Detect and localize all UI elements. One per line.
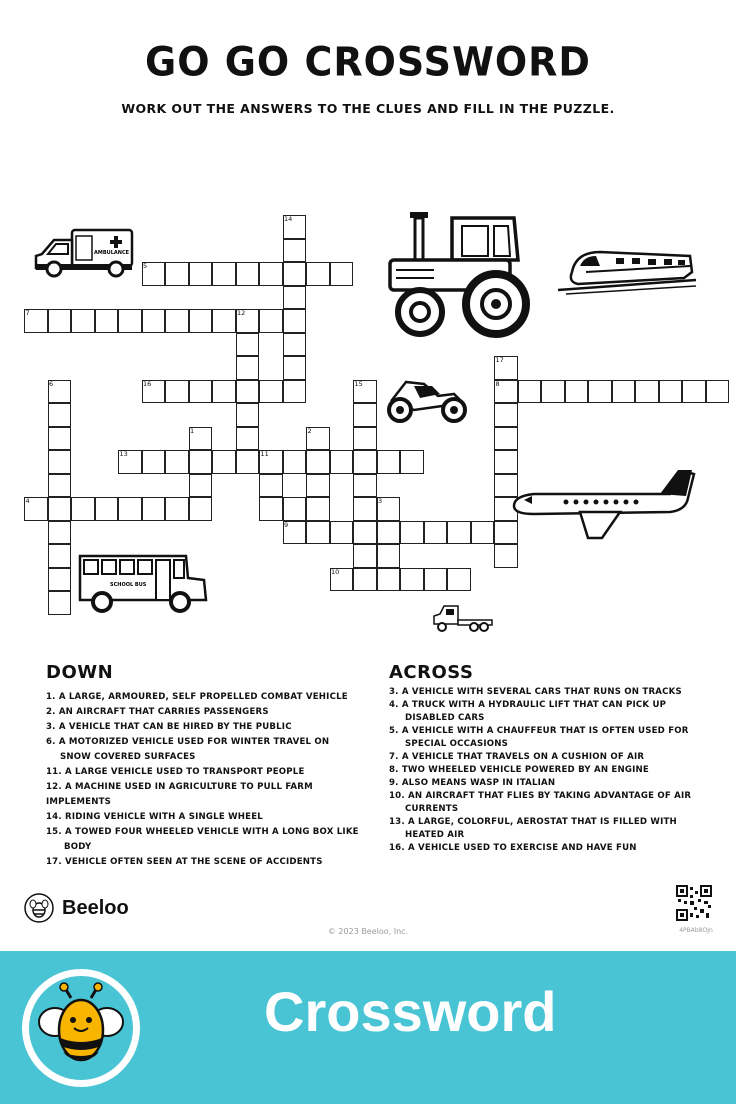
- ambulance-icon: [32, 226, 136, 278]
- grid-cell[interactable]: [353, 474, 377, 498]
- clue-number: 14: [284, 215, 293, 223]
- grid-cell[interactable]: [48, 521, 72, 545]
- clue-number: 5: [143, 262, 148, 270]
- grid-cell[interactable]: [165, 309, 189, 333]
- clue-number: 13: [119, 450, 128, 458]
- qr-code-text: 4PBAb8OJn: [679, 927, 713, 934]
- clue-number: 7: [25, 309, 30, 317]
- grid-cell[interactable]: [142, 450, 166, 474]
- grid-cell[interactable]: [682, 380, 706, 404]
- grid-cell[interactable]: [283, 380, 307, 404]
- bee-icon: [24, 893, 54, 923]
- across-clue: 10. AN AIRCRAFT THAT FLIES BY TAKING ADVANTAGE OF AIR: [389, 791, 692, 801]
- grid-cell[interactable]: [330, 450, 354, 474]
- grid-cell[interactable]: [212, 380, 236, 404]
- grid-cell[interactable]: [236, 380, 260, 404]
- grid-cell[interactable]: [330, 262, 354, 286]
- grid-cell[interactable]: [165, 380, 189, 404]
- grid-cell[interactable]: [165, 450, 189, 474]
- grid-cell[interactable]: [283, 450, 307, 474]
- grid-cell[interactable]: [142, 309, 166, 333]
- grid-cell[interactable]: [424, 568, 448, 592]
- grid-cell[interactable]: [612, 380, 636, 404]
- grid-cell[interactable]: [48, 427, 72, 451]
- across-clue: HEATED AIR: [405, 830, 465, 840]
- grid-cell[interactable]: [165, 262, 189, 286]
- grid-cell[interactable]: [48, 568, 72, 592]
- across-clue: 5. A VEHICLE WITH A CHAUFFEUR THAT IS OFTEN USED FOR: [389, 726, 689, 736]
- across-clue: 3. A VEHICLE WITH SEVERAL CARS THAT RUNS ON TRACKS: [389, 687, 682, 697]
- grid-cell[interactable]: [283, 309, 307, 333]
- across-clue: SPECIAL OCCASIONS: [405, 739, 509, 749]
- grid-cell[interactable]: [377, 544, 401, 568]
- grid-cell[interactable]: [400, 450, 424, 474]
- grid-cell[interactable]: [48, 474, 72, 498]
- grid-cell[interactable]: [283, 286, 307, 310]
- grid-cell[interactable]: [306, 474, 330, 498]
- grid-cell[interactable]: [189, 380, 213, 404]
- grid-cell[interactable]: [212, 309, 236, 333]
- down-clue: SNOW COVERED SURFACES: [60, 752, 196, 762]
- grid-cell[interactable]: [306, 262, 330, 286]
- grid-cell[interactable]: [259, 380, 283, 404]
- grid-cell[interactable]: [118, 497, 142, 521]
- grid-cell[interactable]: [659, 380, 683, 404]
- grid-cell[interactable]: [353, 497, 377, 521]
- across-heading: ACROSS: [389, 662, 474, 683]
- grid-cell[interactable]: [400, 521, 424, 545]
- grid-cell[interactable]: [95, 309, 119, 333]
- down-heading: DOWN: [46, 662, 114, 683]
- down-clue: 6. A MOTORIZED VEHICLE USED FOR WINTER TRAVEL ON: [46, 737, 330, 747]
- grid-cell[interactable]: [189, 309, 213, 333]
- grid-cell[interactable]: [377, 521, 401, 545]
- qr-code-icon: [676, 885, 712, 921]
- clue-number: 15: [354, 379, 363, 388]
- grid-cell[interactable]: [353, 403, 377, 427]
- beeloo-logo: [24, 893, 129, 923]
- grid-cell[interactable]: [565, 380, 589, 404]
- grid-cell[interactable]: [447, 568, 471, 592]
- grid-cell[interactable]: [494, 427, 518, 451]
- across-clue: 16. A VEHICLE USED TO EXERCISE AND HAVE FUN: [389, 843, 637, 853]
- grid-cell[interactable]: [494, 403, 518, 427]
- clue-number: 11: [260, 450, 269, 458]
- grid-cell[interactable]: [283, 262, 307, 286]
- school-bus-label: SCHOOL BUS: [110, 582, 147, 588]
- grid-cell[interactable]: [353, 521, 377, 545]
- grid-cell[interactable]: [353, 568, 377, 592]
- clue-number: 17: [495, 356, 504, 364]
- tractor-icon: [386, 210, 534, 338]
- down-clue: 14. RIDING VEHICLE WITH A SINGLE WHEEL: [46, 812, 263, 822]
- grid-cell[interactable]: [236, 333, 260, 357]
- bee-badge: [22, 969, 140, 1087]
- grid-cell[interactable]: [95, 497, 119, 521]
- grid-cell[interactable]: [189, 262, 213, 286]
- grid-cell[interactable]: [353, 544, 377, 568]
- grid-cell[interactable]: [541, 380, 565, 404]
- grid-cell[interactable]: [283, 497, 307, 521]
- page-title: GO GO CROSSWORD: [145, 38, 591, 86]
- clue-number: 16: [143, 379, 152, 388]
- down-clue: 12. A MACHINE USED IN AGRICULTURE TO PULL FARM IMPLEMENTS: [46, 782, 313, 807]
- across-clue: 9. ALSO MEANS WASP IN ITALIAN: [389, 778, 556, 788]
- grid-cell[interactable]: [142, 497, 166, 521]
- grid-cell[interactable]: [353, 427, 377, 451]
- clue-number: 2: [307, 426, 312, 435]
- bottom-banner: [0, 951, 736, 1104]
- across-clue: DISABLED CARS: [405, 713, 485, 723]
- grid-cell[interactable]: [236, 356, 260, 380]
- grid-cell[interactable]: [306, 450, 330, 474]
- down-clue: 15. A TOWED FOUR WHEELED VEHICLE WITH A LONG BOX LIKE: [46, 827, 359, 837]
- banner-title: Crossword: [264, 980, 557, 1043]
- grid-cell[interactable]: [48, 450, 72, 474]
- clue-number: 9: [284, 520, 289, 529]
- grid-cell[interactable]: [330, 521, 354, 545]
- grid-cell[interactable]: [71, 309, 95, 333]
- grid-cell[interactable]: [236, 427, 260, 451]
- down-clue: BODY: [64, 842, 92, 852]
- grid-cell[interactable]: [424, 521, 448, 545]
- down-clues: [46, 690, 376, 870]
- grid-cell[interactable]: [48, 403, 72, 427]
- grid-cell[interactable]: [706, 380, 730, 404]
- clue-number: 12: [237, 309, 246, 317]
- clue-number: 10: [331, 567, 340, 576]
- grid-cell[interactable]: [283, 333, 307, 357]
- grid-cell[interactable]: [259, 262, 283, 286]
- grid-cell[interactable]: [48, 544, 72, 568]
- ambulance-label: AMBULANCE: [94, 250, 130, 256]
- grid-cell[interactable]: [189, 474, 213, 498]
- brand-name: Beeloo: [62, 896, 129, 919]
- grid-cell[interactable]: [306, 521, 330, 545]
- grid-cell[interactable]: [48, 497, 72, 521]
- grid-cell[interactable]: [212, 262, 236, 286]
- grid-cell[interactable]: [189, 497, 213, 521]
- grid-cell[interactable]: [306, 497, 330, 521]
- train-icon: [556, 244, 698, 298]
- grid-cell[interactable]: [471, 521, 495, 545]
- grid-cell[interactable]: [494, 544, 518, 568]
- truck-icon: [430, 602, 494, 634]
- grid-cell[interactable]: [283, 239, 307, 263]
- clue-number: 8: [495, 379, 500, 388]
- grid-cell[interactable]: [236, 403, 260, 427]
- copyright: © 2023 Beeloo, Inc.: [327, 927, 409, 936]
- grid-cell[interactable]: [71, 497, 95, 521]
- across-clue: CURRENTS: [405, 804, 459, 814]
- grid-cell[interactable]: [588, 380, 612, 404]
- grid-cell[interactable]: [259, 497, 283, 521]
- grid-cell[interactable]: [236, 450, 260, 474]
- grid-cell[interactable]: [353, 450, 377, 474]
- page-subtitle: WORK OUT THE ANSWERS TO THE CLUES AND FILL IN THE PUZZLE.: [121, 101, 615, 116]
- grid-cell[interactable]: [518, 380, 542, 404]
- grid-cell[interactable]: [635, 380, 659, 404]
- grid-cell[interactable]: [236, 262, 260, 286]
- grid-cell[interactable]: [377, 450, 401, 474]
- school-bus-icon: [76, 552, 210, 616]
- bee-mascot-icon: [29, 976, 133, 1080]
- across-clue: 13. A LARGE, COLORFUL, AEROSTAT THAT IS FILLED WITH: [389, 817, 677, 827]
- grid-cell[interactable]: [377, 568, 401, 592]
- down-clue: 11. A LARGE VEHICLE USED TO TRANSPORT PEOPLE: [46, 767, 305, 777]
- across-clue: 7. A VEHICLE THAT TRAVELS ON A CUSHION OF AIR: [389, 752, 645, 762]
- grid-cell[interactable]: [48, 309, 72, 333]
- clue-number: 3: [378, 497, 383, 505]
- grid-cell[interactable]: [165, 497, 189, 521]
- down-clue: 3. A VEHICLE THAT CAN BE HIRED BY THE PUBLIC: [46, 722, 292, 732]
- grid-cell[interactable]: [259, 309, 283, 333]
- grid-cell[interactable]: [189, 450, 213, 474]
- down-clue: 17. VEHICLE OFTEN SEEN AT THE SCENE OF ACCIDENTS: [46, 857, 323, 867]
- grid-cell[interactable]: [400, 568, 424, 592]
- grid-cell[interactable]: [118, 309, 142, 333]
- airplane-icon: [510, 466, 696, 542]
- grid-cell[interactable]: [48, 591, 72, 615]
- across-clue: 4. A TRUCK WITH A HYDRAULIC LIFT THAT CAN PICK UP: [389, 700, 667, 710]
- motorcycle-icon: [384, 376, 468, 424]
- clue-number: 6: [49, 379, 54, 388]
- clue-number: 1: [190, 426, 195, 435]
- across-clue: 8. TWO WHEELED VEHICLE POWERED BY AN ENGINE: [389, 765, 649, 775]
- clue-number: 4: [25, 497, 30, 505]
- down-clue: 1. A LARGE, ARMOURED, SELF PROPELLED COMBAT VEHICLE: [46, 692, 348, 702]
- grid-cell[interactable]: [259, 474, 283, 498]
- grid-cell[interactable]: [447, 521, 471, 545]
- down-clue: 2. AN AIRCRAFT THAT CARRIES PASSENGERS: [46, 707, 269, 717]
- grid-cell[interactable]: [212, 450, 236, 474]
- grid-cell[interactable]: [283, 356, 307, 380]
- across-clues: [389, 686, 719, 855]
